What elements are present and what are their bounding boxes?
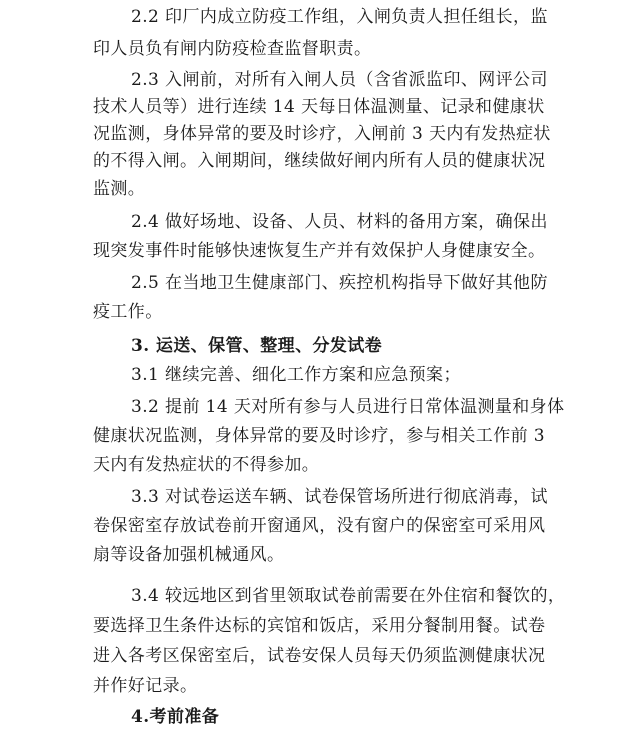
paragraph-2-3-line-3: 况监测，身体异常的要及时诊疗，入闸前 3 天内有发热症状 — [93, 124, 551, 144]
paragraph-2-3-line-5: 监测。 — [93, 179, 146, 199]
paragraph-3-2-line-3: 天内有发热症状的不得参加。 — [93, 455, 320, 475]
paragraph-2-3-line-1: 2.3 入闸前，对所有入闸人员（含省派监印、网评公司 — [131, 70, 548, 90]
paragraph-3-3-line-2: 卷保密室存放试卷前开窗通风，没有窗户的保密室可采用风 — [93, 516, 546, 536]
paragraph-2-4-line-2: 现突发事件时能够快速恢复生产并有效保护人身健康安全。 — [93, 241, 546, 261]
paragraph-2-4-line-1: 2.4 做好场地、设备、人员、材料的备用方案，确保出 — [131, 212, 548, 232]
section-heading-3: 3. 运送、保管、整理、分发试卷 — [131, 336, 383, 356]
paragraph-3-2-line-1: 3.2 提前 14 天对所有参与人员进行日常体温测量和身体 — [131, 397, 565, 417]
paragraph-2-5-line-2: 疫工作。 — [93, 302, 163, 322]
paragraph-3-4-line-4: 并作好记录。 — [93, 676, 198, 696]
paragraph-2-5-line-1: 2.5 在当地卫生健康部门、疾控机构指导下做好其他防 — [131, 273, 548, 293]
paragraph-2-2-line-2: 印人员负有闸内防疫检查监督职责。 — [93, 39, 372, 59]
paragraph-2-2-line-1: 2.2 印厂内成立防疫工作组，入闸负责人担任组长，监 — [131, 7, 548, 27]
paragraph-2-3-line-2: 技术人员等）进行连续 14 天每日体温测量、记录和健康状 — [93, 97, 545, 117]
paragraph-3-3-line-3: 扇等设备加强机械通风。 — [93, 545, 285, 565]
paragraph-3-4-line-3: 进入各考区保密室后，试卷安保人员每天仍须监测健康状况 — [93, 646, 546, 666]
paragraph-3-2-line-2: 健康状况监测，身体异常的要及时诊疗，参与相关工作前 3 — [93, 426, 546, 446]
paragraph-3-3-line-1: 3.3 对试卷运送车辆、试卷保管场所进行彻底消毒，试 — [131, 487, 548, 507]
paragraph-3-4-line-1: 3.4 较远地区到省里领取试卷前需要在外住宿和餐饮的， — [131, 586, 566, 606]
paragraph-3-1-line-1: 3.1 继续完善、细化工作方案和应急预案； — [131, 365, 461, 385]
paragraph-2-3-line-4: 的不得入闸。入闸期间，继续做好闸内所有人员的健康状况 — [93, 151, 546, 171]
section-heading-4: 4.考前准备 — [131, 707, 220, 727]
paragraph-3-4-line-2: 要选择卫生条件达标的宾馆和饭店，采用分餐制用餐。试卷 — [93, 616, 546, 636]
